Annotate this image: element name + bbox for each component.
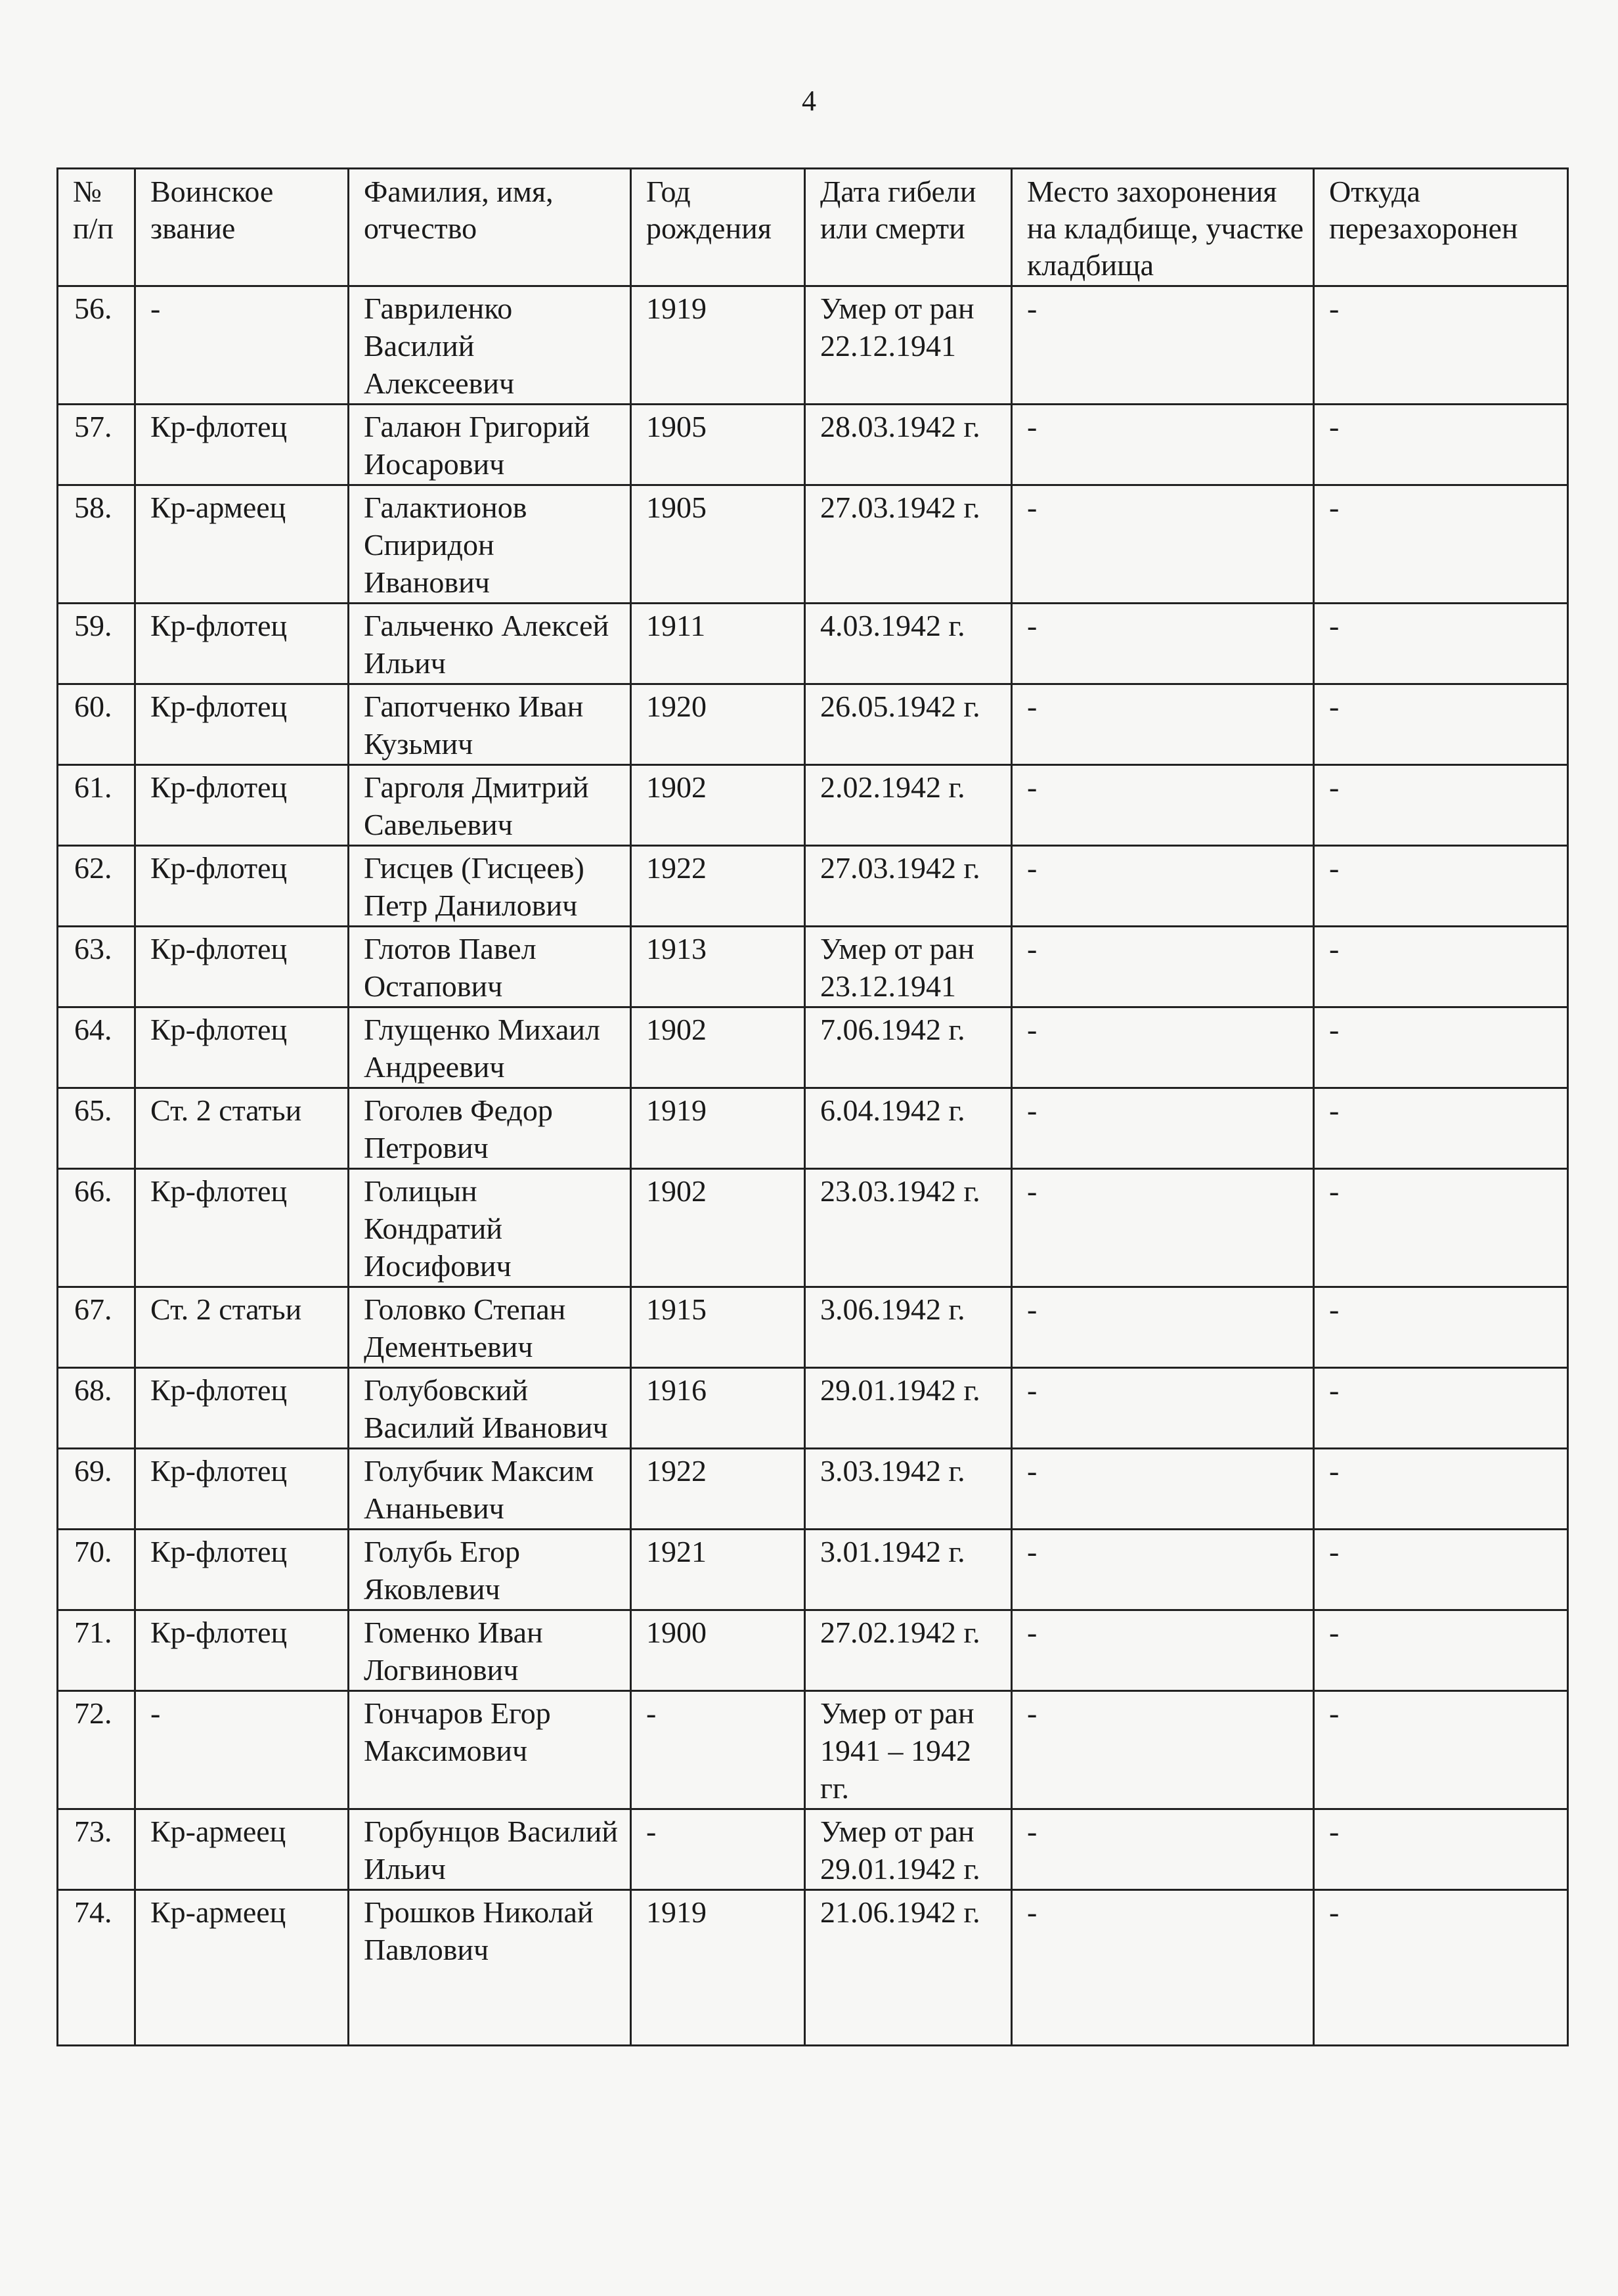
cell-number: 59. (58, 604, 135, 684)
cell-death-date: 4.03.1942 г. (805, 604, 1012, 684)
table-row (58, 1890, 1568, 2046)
cell-rank: Кр-флотец (135, 846, 349, 927)
cell-burial-place: - (1012, 1809, 1314, 1890)
table-row (58, 485, 1568, 604)
cell-burial-place: - (1012, 684, 1314, 765)
cell-rank: Кр-флотец (135, 1169, 349, 1287)
table-row (58, 1449, 1568, 1530)
cell-rank: Кр-флотец (135, 1530, 349, 1610)
cell-death-date: 2.02.1942 г. (805, 765, 1012, 846)
cell-death-date: Умер от ран 22.12.1941 (805, 286, 1012, 405)
cell-reburied-from: - (1314, 1088, 1568, 1169)
table-row (58, 405, 1568, 485)
cell-reburied-from: - (1314, 1368, 1568, 1449)
table-row (58, 1287, 1568, 1368)
cell-death-date: 7.06.1942 г. (805, 1007, 1012, 1088)
table-header-row (58, 169, 1568, 286)
cell-reburied-from: - (1314, 1530, 1568, 1610)
cell-name: Глущенко Михаил Андреевич (349, 1007, 631, 1088)
cell-number: 62. (58, 846, 135, 927)
cell-number: 68. (58, 1368, 135, 1449)
header-reburied-from: Откуда перезахоронен (1314, 169, 1568, 286)
cell-birth-year: - (631, 1691, 805, 1809)
cell-burial-place: - (1012, 405, 1314, 485)
cell-name: Грошков Николай Павлович (349, 1890, 631, 2046)
cell-number: 69. (58, 1449, 135, 1530)
cell-reburied-from: - (1314, 1809, 1568, 1890)
cell-name: Галактионов Спиридон Иванович (349, 485, 631, 604)
cell-burial-place: - (1012, 286, 1314, 405)
cell-burial-place: - (1012, 1449, 1314, 1530)
cell-number: 61. (58, 765, 135, 846)
cell-number: 63. (58, 927, 135, 1007)
cell-reburied-from: - (1314, 1691, 1568, 1809)
table-row (58, 846, 1568, 927)
cell-rank: Кр-флотец (135, 927, 349, 1007)
cell-death-date: 3.03.1942 г. (805, 1449, 1012, 1530)
cell-name: Гапотченко Иван Кузьмич (349, 684, 631, 765)
header-name: Фамилия, имя, отчество (349, 169, 631, 286)
cell-rank: Ст. 2 статьи (135, 1088, 349, 1169)
cell-reburied-from: - (1314, 846, 1568, 927)
cell-name: Галаюн Григорий Иосарович (349, 405, 631, 485)
cell-death-date: 27.02.1942 г. (805, 1610, 1012, 1691)
table-row (58, 1088, 1568, 1169)
header-rank: Воинское звание (135, 169, 349, 286)
cell-rank: Кр-армеец (135, 1809, 349, 1890)
cell-reburied-from: - (1314, 286, 1568, 405)
cell-burial-place: - (1012, 1890, 1314, 2046)
cell-birth-year: 1902 (631, 1169, 805, 1287)
table-row (58, 765, 1568, 846)
cell-name: Гарголя Дмитрий Савельевич (349, 765, 631, 846)
cell-burial-place: - (1012, 1368, 1314, 1449)
cell-name: Гоменко Иван Логвинович (349, 1610, 631, 1691)
cell-death-date: 29.01.1942 г. (805, 1368, 1012, 1449)
table-row (58, 604, 1568, 684)
cell-name: Голицын Кондратий Иосифович (349, 1169, 631, 1287)
header-burial-place: Место захоронения на кладбище, участке кладбища (1012, 169, 1314, 286)
cell-rank: Кр-флотец (135, 1007, 349, 1088)
cell-number: 58. (58, 485, 135, 604)
cell-birth-year: 1905 (631, 485, 805, 604)
table-row (58, 927, 1568, 1007)
cell-death-date: 27.03.1942 г. (805, 485, 1012, 604)
cell-burial-place: - (1012, 1610, 1314, 1691)
cell-rank: Кр-армеец (135, 485, 349, 604)
cell-death-date: 23.03.1942 г. (805, 1169, 1012, 1287)
cell-death-date: Умер от ран 29.01.1942 г. (805, 1809, 1012, 1890)
cell-birth-year: 1913 (631, 927, 805, 1007)
cell-birth-year: 1919 (631, 1890, 805, 2046)
cell-reburied-from: - (1314, 1287, 1568, 1368)
cell-rank: Кр-армеец (135, 1890, 349, 2046)
table-row (58, 1007, 1568, 1088)
cell-name: Гавриленко Василий Алексеевич (349, 286, 631, 405)
cell-reburied-from: - (1314, 1449, 1568, 1530)
cell-number: 64. (58, 1007, 135, 1088)
cell-rank: Кр-флотец (135, 405, 349, 485)
table-row (58, 684, 1568, 765)
cell-rank: - (135, 1691, 349, 1809)
cell-birth-year: 1902 (631, 765, 805, 846)
burial-table (56, 167, 1569, 2046)
cell-number: 71. (58, 1610, 135, 1691)
cell-burial-place: - (1012, 1169, 1314, 1287)
cell-rank: Кр-флотец (135, 765, 349, 846)
cell-name: Голубь Егор Яковлевич (349, 1530, 631, 1610)
table-row (58, 1530, 1568, 1610)
table-row (58, 1610, 1568, 1691)
cell-rank: - (135, 286, 349, 405)
cell-rank: Кр-флотец (135, 604, 349, 684)
cell-name: Голубовский Василий Иванович (349, 1368, 631, 1449)
cell-name: Гоголев Федор Петрович (349, 1088, 631, 1169)
cell-burial-place: - (1012, 485, 1314, 604)
cell-death-date: 26.05.1942 г. (805, 684, 1012, 765)
cell-rank: Ст. 2 статьи (135, 1287, 349, 1368)
header-death-date: Дата гибели или смерти (805, 169, 1012, 286)
cell-name: Горбунцов Василий Ильич (349, 1809, 631, 1890)
cell-death-date: 6.04.1942 г. (805, 1088, 1012, 1169)
cell-number: 70. (58, 1530, 135, 1610)
cell-birth-year: - (631, 1809, 805, 1890)
cell-number: 72. (58, 1691, 135, 1809)
cell-reburied-from: - (1314, 765, 1568, 846)
cell-reburied-from: - (1314, 405, 1568, 485)
cell-birth-year: 1916 (631, 1368, 805, 1449)
header-birth-year: Год рождения (631, 169, 805, 286)
cell-reburied-from: - (1314, 1890, 1568, 2046)
cell-birth-year: 1911 (631, 604, 805, 684)
cell-death-date: 28.03.1942 г. (805, 405, 1012, 485)
cell-rank: Кр-флотец (135, 1610, 349, 1691)
cell-number: 57. (58, 405, 135, 485)
header-number: № п/п (58, 169, 135, 286)
cell-name: Глотов Павел Остапович (349, 927, 631, 1007)
cell-reburied-from: - (1314, 927, 1568, 1007)
cell-rank: Кр-флотец (135, 1368, 349, 1449)
page-number: 4 (802, 85, 816, 117)
cell-burial-place: - (1012, 1530, 1314, 1610)
cell-burial-place: - (1012, 765, 1314, 846)
cell-birth-year: 1902 (631, 1007, 805, 1088)
cell-name: Гончаров Егор Максимович (349, 1691, 631, 1809)
cell-rank: Кр-флотец (135, 684, 349, 765)
cell-name: Голубчик Максим Ананьевич (349, 1449, 631, 1530)
table-row (58, 1691, 1568, 1809)
cell-rank: Кр-флотец (135, 1449, 349, 1530)
cell-reburied-from: - (1314, 1610, 1568, 1691)
cell-burial-place: - (1012, 927, 1314, 1007)
cell-number: 74. (58, 1890, 135, 2046)
cell-death-date: Умер от ран 23.12.1941 (805, 927, 1012, 1007)
cell-burial-place: - (1012, 1287, 1314, 1368)
cell-birth-year: 1922 (631, 846, 805, 927)
cell-burial-place: - (1012, 1691, 1314, 1809)
cell-reburied-from: - (1314, 485, 1568, 604)
table-row (58, 1368, 1568, 1449)
cell-death-date: 3.06.1942 г. (805, 1287, 1012, 1368)
cell-number: 66. (58, 1169, 135, 1287)
cell-birth-year: 1922 (631, 1449, 805, 1530)
cell-number: 60. (58, 684, 135, 765)
cell-burial-place: - (1012, 846, 1314, 927)
cell-death-date: Умер от ран 1941 – 1942 гг. (805, 1691, 1012, 1809)
cell-number: 73. (58, 1809, 135, 1890)
cell-reburied-from: - (1314, 1169, 1568, 1287)
cell-burial-place: - (1012, 604, 1314, 684)
cell-name: Головко Степан Дементьевич (349, 1287, 631, 1368)
table-row (58, 1809, 1568, 1890)
cell-birth-year: 1905 (631, 405, 805, 485)
cell-reburied-from: - (1314, 1007, 1568, 1088)
cell-birth-year: 1900 (631, 1610, 805, 1691)
cell-reburied-from: - (1314, 684, 1568, 765)
cell-birth-year: 1919 (631, 1088, 805, 1169)
cell-death-date: 3.01.1942 г. (805, 1530, 1012, 1610)
cell-death-date: 27.03.1942 г. (805, 846, 1012, 927)
cell-birth-year: 1920 (631, 684, 805, 765)
cell-reburied-from: - (1314, 604, 1568, 684)
table-row (58, 1169, 1568, 1287)
cell-birth-year: 1915 (631, 1287, 805, 1368)
cell-birth-year: 1921 (631, 1530, 805, 1610)
cell-number: 56. (58, 286, 135, 405)
cell-number: 67. (58, 1287, 135, 1368)
cell-name: Гальченко Алексей Ильич (349, 604, 631, 684)
cell-burial-place: - (1012, 1007, 1314, 1088)
table-row (58, 286, 1568, 405)
cell-burial-place: - (1012, 1088, 1314, 1169)
cell-death-date: 21.06.1942 г. (805, 1890, 1012, 2046)
cell-name: Гисцев (Гисцеев) Петр Данилович (349, 846, 631, 927)
cell-number: 65. (58, 1088, 135, 1169)
cell-birth-year: 1919 (631, 286, 805, 405)
